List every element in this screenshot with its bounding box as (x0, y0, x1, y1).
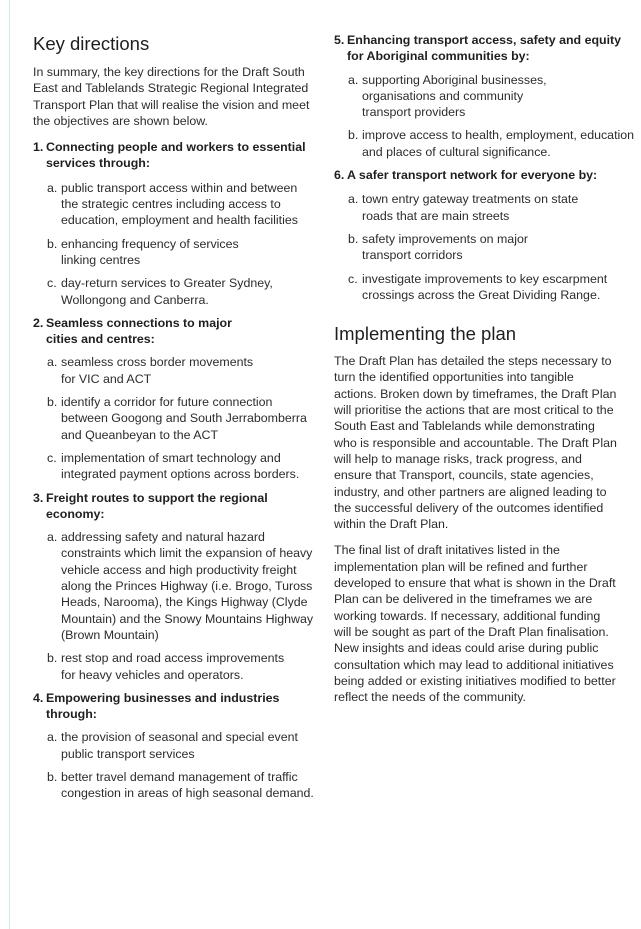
direction-6-item-c: c. investigate improvements to key escarpment crossings across the Great Dividing Range. (348, 271, 608, 302)
direction-3-item-b: b. rest stop and road access improvements for heavy vehicles and operators. (47, 651, 285, 682)
implementing-paragraph-1: The Draft Plan has detailed the steps necessary to turn the identified opportunities into tangible actions. Broken down by timeframes, the Draft Plan will prioritise the actions that are most critical to the South East and Tablelands while demonstrating who is responsible and accountable. The Draft Plan will help to manage risks, track progress, and ensure that Transport, councils, state agencies, industry, and other partners are aligned leading to the successful delivery of the outcomes identified within the Draft Plan. (334, 354, 617, 532)
implementing-heading: Implementing the plan (334, 323, 517, 345)
direction-1-item-a: a. public transport access within and between the strategic centres including access to education, employment and health facilities (47, 180, 298, 228)
direction-6-title: 6. A safer transport network for everyone by: (334, 168, 598, 183)
direction-2 (33, 315, 318, 483)
direction-3 (33, 490, 318, 683)
direction-6-item-b: b. safety improvements on major transport corridors (348, 231, 528, 263)
direction-2-item-b: b. identify a corridor for future connection between Googong and South Jerrabomberra and Queanbeyan to the ACT (47, 395, 307, 442)
direction-2-item-c: c. implementation of smart technology and integrated payment options across borders. (47, 450, 300, 482)
direction-4-item-b: b. better travel demand management of traffic congestion in areas of high seasonal demand. (47, 769, 314, 801)
direction-4 (33, 690, 318, 802)
direction-1-title: 1. Connecting people and workers to essential services through: (33, 140, 306, 171)
direction-1 (33, 139, 318, 308)
page-edge-line (9, 0, 10, 929)
direction-5-item-a: a. supporting Aboriginal businesses, organisations and community transport providers (348, 72, 547, 120)
right-column (334, 0, 635, 705)
direction-6-item-a: a. town entry gateway treatments on state roads that are main streets (348, 192, 579, 223)
key-directions-intro: In summary, the key directions for the Draft South East and Tablelands Strategic Regional Integrated Transport Plan that will realise the vision and meet the objectives are shown below. (33, 65, 310, 128)
direction-6 (334, 167, 619, 303)
left-column (33, 0, 318, 802)
direction-1-item-b: b. enhancing frequency of services linking centres (47, 236, 239, 267)
direction-3-item-a: a. addressing safety and natural hazard constraints which limit the expansion of heavy vehicle access and high productivity freight along the Princes Highway (i.e. Brogo, Tuross Heads, Narooma), the Kings Highway (Clyde Mountain) and the Snowy Mountains Highway (Brown Mountain) (47, 530, 314, 642)
direction-5 (334, 32, 635, 160)
direction-1-item-c: c. day-return services to Greater Sydney, Wollongong and Canberra. (47, 276, 273, 307)
direction-5-item-b: b. improve access to health, employment, education and places of cultural significance. (348, 128, 635, 159)
direction-3-title: 3. Freight routes to support the regional economy: (33, 490, 268, 521)
direction-2-title: 2. Seamless connections to major cities and centres: (33, 315, 232, 347)
direction-4-item-a: a. the provision of seasonal and special event public transport services (47, 730, 298, 761)
key-directions-heading: Key directions (33, 33, 150, 54)
implementing-paragraph-2: The final list of draft initatives listed in the implementation plan will be refined and further developed to ensure that what is shown in the Draft Plan can be delivered in the timeframes we are working towards. If necessary, additional funding will be sought as part of the Draft Plan finalisation. New insights and ideas could arise during public consultation which may lead to additional initiatives being added or existing initiatives modified to better reflect the needs of the community. (334, 543, 616, 705)
direction-4-title: 4. Empowering businesses and industries through: (33, 690, 280, 722)
direction-5-title: 5. Enhancing transport access, safety and equity for Aboriginal communities by: (334, 33, 622, 64)
direction-2-item-a: a. seamless cross border movements for VIC and ACT (47, 355, 254, 386)
